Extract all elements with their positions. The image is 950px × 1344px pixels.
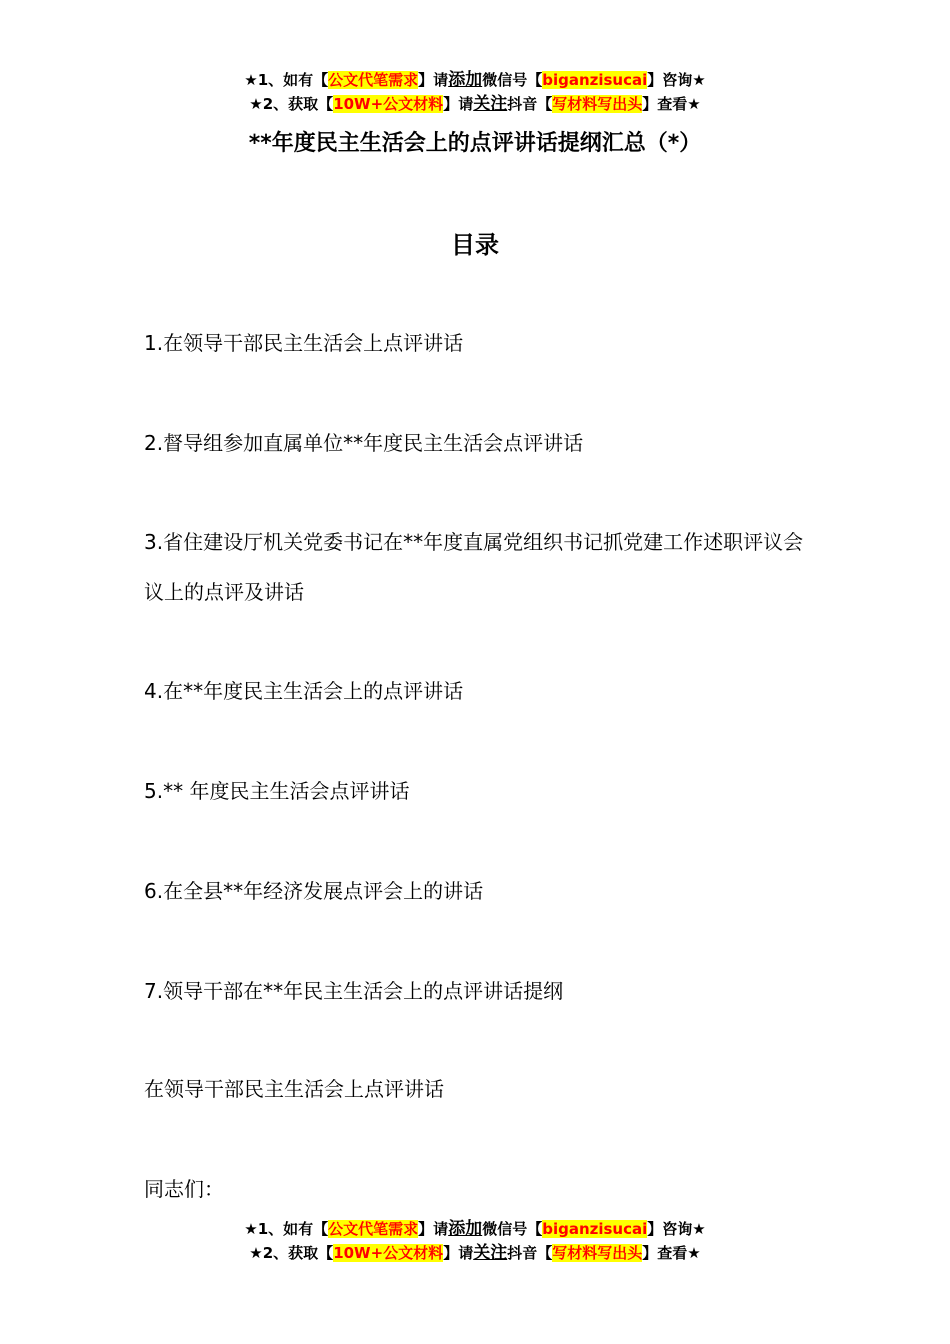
highlighted-text: 10W+公文材料 bbox=[333, 95, 444, 113]
banner-line-1 bbox=[0, 68, 950, 92]
banner-line-2 bbox=[0, 1241, 950, 1265]
section-title: 在领导干部民主生活会上点评讲话 bbox=[144, 1077, 444, 1101]
toc-item-4: 4.在**年度民主生活会上的点评讲话 bbox=[144, 679, 464, 703]
highlighted-text: 公文代笔需求 bbox=[328, 71, 419, 89]
toc-item-2: 2.督导组参加直属单位**年度民主生活会点评讲话 bbox=[144, 431, 584, 455]
banner-text: 】咨询★ bbox=[647, 71, 706, 89]
highlighted-text: 10W+公文材料 bbox=[333, 1244, 444, 1262]
salutation: 同志们： bbox=[144, 1177, 224, 1201]
header-banner bbox=[0, 68, 950, 116]
banner-text: 抖音【 bbox=[507, 95, 553, 113]
banner-text: ★2、获取【 bbox=[249, 1244, 334, 1262]
banner-text: 】请 bbox=[443, 1244, 474, 1262]
banner-text: 】查看★ bbox=[642, 1244, 701, 1262]
douyin-account: 写材料写出头 bbox=[552, 95, 643, 113]
wechat-id: biganzisucai bbox=[542, 71, 648, 89]
banner-text: ★2、获取【 bbox=[249, 95, 334, 113]
banner-text: ★1、如有【 bbox=[244, 71, 329, 89]
banner-text: ★1、如有【 bbox=[244, 1220, 329, 1238]
document-title: **年度民主生活会上的点评讲话提纲汇总（*） bbox=[248, 131, 702, 156]
banner-line-2 bbox=[0, 92, 950, 116]
highlighted-text: 公文代笔需求 bbox=[328, 1220, 419, 1238]
banner-text: 】请 bbox=[418, 71, 449, 89]
underlined-text: 添加 bbox=[448, 70, 483, 90]
underlined-text: 关注 bbox=[473, 1243, 508, 1263]
banner-text: 】请 bbox=[443, 95, 474, 113]
wechat-id: biganzisucai bbox=[542, 1220, 648, 1238]
banner-text: 微信号【 bbox=[482, 1220, 543, 1238]
toc-item-1: 1.在领导干部民主生活会上点评讲话 bbox=[144, 331, 464, 355]
banner-text: 】查看★ bbox=[642, 95, 701, 113]
toc-item-5: 5.** 年度民主生活会点评讲话 bbox=[144, 779, 410, 803]
banner-text: 微信号【 bbox=[482, 71, 543, 89]
toc-item-6: 6.在全县**年经济发展点评会上的讲话 bbox=[144, 879, 484, 903]
footer-banner bbox=[0, 1217, 950, 1265]
underlined-text: 关注 bbox=[473, 94, 508, 114]
banner-text: 】咨询★ bbox=[647, 1220, 706, 1238]
toc-item-7: 7.领导干部在**年民主生活会上的点评讲话提纲 bbox=[144, 979, 564, 1003]
toc-item-3: 3.省住建设厅机关党委书记在**年度直属党组织书记抓党建工作述职评议会议上的点评及讲话 bbox=[144, 530, 804, 604]
underlined-text: 添加 bbox=[448, 1219, 483, 1239]
toc-heading: 目录 bbox=[451, 231, 499, 259]
banner-text: 抖音【 bbox=[507, 1244, 553, 1262]
douyin-account: 写材料写出头 bbox=[552, 1244, 643, 1262]
banner-line-1 bbox=[0, 1217, 950, 1241]
banner-text: 】请 bbox=[418, 1220, 449, 1238]
